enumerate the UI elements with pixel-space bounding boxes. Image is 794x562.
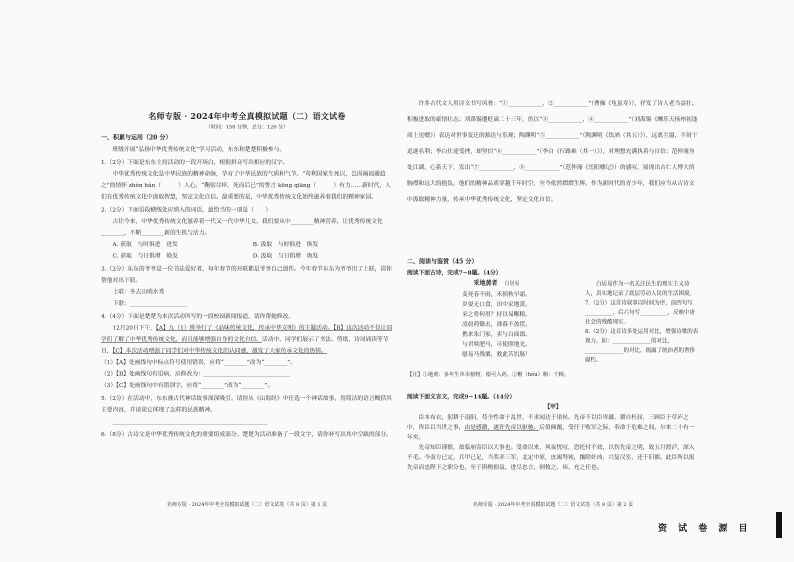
exam-time-score: （时间：150 分钟，总分：120 分） <box>205 124 289 130</box>
news-segment: 12月20日下午， <box>112 324 156 331</box>
question-3-stem: 3.（2分）东东的爷爷是一位书法爱好者，每年春节的对联都是爷爷自己创作。今年春节东东为爷爷出了上联，请你帮他对出下联。 <box>101 265 392 284</box>
poem-line: 采之将何用？持以易糇粮。 <box>462 310 531 318</box>
passage-segment: 后值倾覆，受任于败军之际，奉命于危难之间，尔来二十有一年矣。 <box>407 423 695 441</box>
poem-line: 愿易马残粟，救此苦饥肠！ <box>462 350 531 358</box>
exam-page-1 <box>98 108 396 512</box>
question-4-stem: 4.（4分）下面是楚楚为本次活动所写的一段校园新闻报道，请你帮她修改。 <box>101 312 295 320</box>
exam-page-2 <box>404 93 702 512</box>
news-report <box>101 322 393 357</box>
poem-annotation: 【注】①地黄：多年生草本植物，根可入药。②糇（hóu）粮：干粮。 <box>407 371 570 378</box>
question-4-sub-1: （1）【A】处画线句中标点符号使用错误，应将“________”改为“________”。 <box>101 358 296 366</box>
question-4-sub-3: （3）【C】处画线句中有错别字，应将“________”改为“________”。 <box>101 381 274 389</box>
poem-questions-intro: 白居易作为一名关注民生的现实主义诗人，真实地记录了底层劳动人民的生活困境。 <box>585 280 695 297</box>
question-6 <box>101 429 393 441</box>
question-1-body: 中华优秀传统文化是中华民族的精神命脉，孕育了中华民族的气质和气节。“苟利国家生死以，岂因祸福避趋之”的情怀 zhèn hàn（ ）人心，“鞠躬尽瘁，死而后已”的誓言 kēng qiāng（ ）有力……新时代，人们在优秀传统文化中汲取智慧，坚定文化自信。最重要的是，中华优秀传统文化始终滋养着我们的精神家园。 <box>101 170 391 200</box>
question-2 <box>101 204 393 262</box>
news-segment-b-underlined: 【B】这次活动不仅让同学们了解了中华优秀传统文化，而且能够增强自身的文化自信。 <box>101 324 393 343</box>
passage-paragraph-2: 先帝知臣谨慎，故临崩寄臣以大事也。受命以来，夙夜忧叹，恐托付不效，以伤先帝之明，故五月渡泸，深入不毛。今南方已定，兵甲已足，当奖率三军，北定中原，庶竭驽钝，攘除奸凶，兴复汉室，还于旧都。此臣所以报先帝而忠陛下之职分也。至于斟酌损益，进尽忠言，则攸之、祎、允之任也。 <box>407 443 695 471</box>
poem-title: 采地黄者 <box>473 279 498 287</box>
poem-line: 凌晨荷锄去，薄暮不盈筐。 <box>462 320 531 328</box>
poem-line: 麦死春不雨，禾损秋早霜。 <box>462 290 531 298</box>
passage-paragraph-1 <box>407 412 699 442</box>
question-5 <box>101 393 393 428</box>
classical-passage <box>407 412 699 492</box>
poem-questions <box>585 279 699 365</box>
scan-edge-mark <box>776 512 782 538</box>
question-5-stem: 5.（2分）在活动中，东东被古代神话故事深深吸引。请你从《山海经》中任选一个神话故事，用简洁的语言概括其主要内容，并谈谈它体现了怎样的民族精神。 <box>101 394 392 413</box>
option-b: B. 汲取 与时俱进 焕发 <box>252 240 319 248</box>
poem-line: 携来朱门家，卖与白面郎。 <box>462 330 531 338</box>
page-2-footer: 名师专版 · 2024年中考全真模拟试题（二）语文试卷（共 8 页）第 2 页 <box>472 502 634 508</box>
question-6-continued: 许多古代文人用诗文书写风骨：“①____________，②____________”（曹操《龟虽寿》），抒发了诗人老当益壮、积极进取的豪情壮志；刘禹锡遭贬谪二十三年，仍以“③____________，④____________”（刘禹锡《酬乐天扬州初逢席上见赠》）表达对世事变迁的豁达与乐观；陶渊明“⑤____________”（陶渊明《饮酒（其五）》），远离尘嚣，不屑于追逐名利；李白仕途受挫，却坚信“⑥____________”（李白《行路难（其一）》），对理想充满执着与自信；范仲淹身处江湖，心系天下，发出“⑦____________，⑧____________”（范仲淹《岳阳楼记》）的感叹，展现出古仁人博大的胸襟和远大的抱负。他们的精神品质穿越千年时空，至今依然熠熠生辉。作为新时代的青少年，我们应当从古诗文中汲取精神力量，传承中华优秀传统文化，坚定文化自信。 <box>407 99 698 203</box>
couplet-lower: 下联：____________________ <box>112 299 188 307</box>
poem-block <box>424 278 569 359</box>
question-2-stem: 2.（2分）下面语段横线处应填入的词语，最恰当的一项是（ ） <box>101 206 272 213</box>
passage-label-jia: 【甲】 <box>544 403 562 410</box>
news-segment: 活动中，同学们展示了书法、剪纸、诗词诵读等节目， <box>101 335 389 354</box>
section-2-heading: 二、阅读与鉴赏（45 分） <box>407 258 478 265</box>
couplet-upper: 上联：冬去山明水秀 <box>112 288 165 295</box>
poem-author: 白居易 <box>504 281 520 287</box>
question-4 <box>101 311 393 392</box>
passage-segment: 臣本布衣，躬耕于南阳，苟全性命于乱世，不求闻达于诸侯。先帝不以臣卑鄙，猥自枉屈，三顾臣于草庐之中，咨臣以当世之事， <box>407 413 689 431</box>
question-2-options <box>101 239 393 262</box>
poem-line: 与君啖肥马，可使照地光。 <box>462 340 531 348</box>
question-8: 8.（2分）这首诗多处运用对比，增强诗歌的表现力。如：______________的对比，______________的对比，揭露了统治者的奢侈腐朽。 <box>585 328 699 363</box>
section-1-heading: 一、积累与运用（20 分） <box>101 134 172 141</box>
passage-segment-underlined: 由是感激，遂许先帝以驱驰。 <box>464 423 540 431</box>
scan-margin-text: 资 试 卷 源 目 <box>658 524 752 534</box>
poem-title-line <box>424 278 569 289</box>
exam-title: 名师专版 · 2024年中考全真模拟试题（二）语文试卷 <box>148 111 346 121</box>
question-7: 7.（2分）这首诗叙事以时间为序，前四句写__________，后六句写__________，反映中唐社会的残酷现实。 <box>585 299 695 325</box>
poem-instructions: 阅读下面古诗，完成7~8题。（4分） <box>407 269 502 276</box>
question-3 <box>101 263 393 309</box>
question-5-answer-line: ______________________________________________________ <box>112 417 268 425</box>
question-2-body: 古往今来，中华优秀传统文化滋养着一代又一代中华儿女。我们要从中________精神营养，让优秀传统文化________，不断________新的生机与活力。 <box>101 217 383 236</box>
question-4-sub-2: （2）【B】处画线句有语病，应修改为：______________________________ <box>101 370 291 377</box>
news-segment-c-underlined: 【C】本次活动增强了同学们对中华传统文化的认同感，激发了大家传承文化的热情。 <box>112 347 327 354</box>
page-1-footer: 名师专版 · 2024年中考全真模拟试题（二）语文试卷（共 8 页）第 1 页 <box>166 502 328 508</box>
activity-intro: 班级开展“弘扬中华优秀传统文化”学习活动，东东和楚楚积极参与。 <box>112 145 286 153</box>
option-a: A. 获取 与时俱进 迸发 <box>112 240 178 248</box>
option-c: C. 获取 与日俱增 焕发 <box>112 252 178 259</box>
question-1 <box>101 157 393 203</box>
poem-line: 岁晏无口食，田中采地黄。 <box>462 300 531 308</box>
question-1-stem: 1.（2分）下面是东东主持活动的一段开场白，根据拼音写出相应的汉字。 <box>101 158 289 166</box>
classical-text-instructions: 阅读下面文言文，完成9~14题。（14分） <box>407 393 516 400</box>
option-d: D. 汲取 与日俱增 焕发 <box>252 252 319 259</box>
news-segment-a-underlined: 【A】九（1）班举行了《品味传统文化，传承中华文明》的主题活动。 <box>155 324 334 331</box>
question-6-stem: 6.（8分）古诗文是中华优秀传统文化的重要组成部分。楚楚为活动准备了一段文字，请你补写出其中空缺的部分。 <box>101 430 392 438</box>
